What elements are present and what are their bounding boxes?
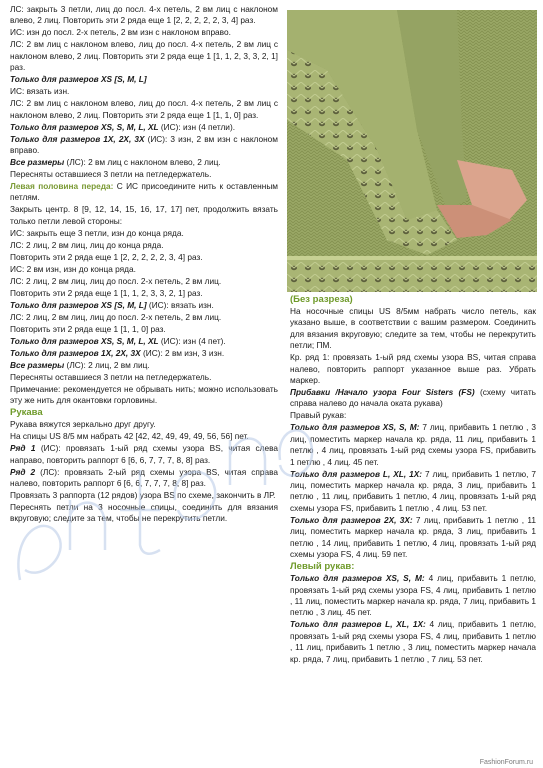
left_column-paragraph: Примечание: рекомендуется не обрывать нить; можно использовать эту же нить для окантовки горловины. bbox=[10, 383, 278, 406]
left_column-paragraph: Повторить эти 2 ряда еще 1 [2, 2, 2, 2, 2, 3, 4] раз. bbox=[10, 251, 203, 262]
paragraph-heading: Только для размеров XS, S, M, L, XL bbox=[10, 335, 159, 346]
paragraph-body: (схему читать справа налево до начала оката рукава) bbox=[290, 387, 536, 409]
paragraph-body: (ИС): изн (4 петли). bbox=[158, 121, 236, 132]
paragraph-heading: Только для размеров 2X, 3X: bbox=[290, 514, 413, 525]
left_column-paragraph bbox=[10, 157, 278, 168]
left_column-paragraph: ИС: изн до посл. 2-х петель, 2 вм изн с наклоном вправо. bbox=[10, 27, 231, 38]
paragraph-body: (ЛС): 2 лиц, 2 вм лиц. bbox=[64, 359, 150, 370]
left_column-paragraph: Закрыть центр. 8 [9, 12, 14, 15, 16, 17, 17] пет, продолжить вязать только петли левой стороны: bbox=[10, 204, 278, 226]
left_column-paragraph: ЛС: 2 лиц, 2 вм лиц, лиц до конца ряда. bbox=[10, 239, 164, 250]
right_column-paragraph bbox=[290, 515, 536, 561]
paragraph-body: (ИС): 3 изн, 2 вм изн с наклоном вправо. bbox=[10, 133, 278, 156]
paragraph-body: (ИС): изн (4 пет). bbox=[158, 335, 226, 346]
paragraph-body: (ИС): вязать изн. bbox=[146, 299, 214, 310]
left_column-paragraph: Повторить эти 2 ряда еще 1 [1, 1, 2, 3, 3, 2, 1] раз. bbox=[10, 287, 203, 298]
paragraph-heading: Только для размеров L, XL, 1X: bbox=[290, 619, 426, 630]
paragraph-heading: Только для размеров XS [S, M, L] bbox=[10, 299, 147, 310]
left_column-paragraph: ЛС: 2 лиц, 2 вм лиц, лиц до посл. 2-х петель, 2 вм лиц. bbox=[10, 275, 222, 286]
paragraph-heading: Только для размеров XS, S, M: bbox=[290, 422, 420, 433]
paragraph-heading: Только для размеров XS, S, M: bbox=[290, 573, 425, 584]
right_column-paragraph bbox=[290, 469, 536, 515]
left_column-paragraph: Пересняты оставшиеся 3 петли на петледержатель. bbox=[10, 371, 212, 382]
left_column-paragraph: ЛС: 2 вм лиц с наклоном влево, лиц до посл. 4-х петель, 2 вм лиц с наклоном влево, 2 лиц. Повторить эти 2 ряда еще 1 [1, 1, 0] раз. bbox=[10, 98, 278, 120]
section-heading: Рукава bbox=[10, 407, 43, 419]
right_column-paragraph bbox=[290, 422, 536, 468]
left_column-paragraph bbox=[10, 300, 278, 311]
paragraph-body: 7 лиц, прибавить 1 петлю , 11 лиц, поместить маркер начала кр. ряда, 3 лиц, прибавить 1 петлю , 14 лиц, прибавить 1 петлю, 4 лиц, провязать 1-ый ряд схемы узора FS, 4 лиц. 59 пет. bbox=[290, 514, 536, 560]
left-text-column bbox=[10, 4, 278, 525]
footer-site-credit: FashionForum.ru bbox=[479, 759, 533, 766]
paragraph-body: (ИС): 2 вм изн, 3 изн. bbox=[140, 347, 225, 358]
paragraph-body: 7 лиц, прибавить 1 петлю, 7 лиц, поместить маркер начала кр. ряда, 3 лиц, прибавить 1 петлю , 11 лиц, прибавить 1 петлю, 4 лиц, провязать 1-ый ряд схемы узора FS, прибавить 1 петлю , 4 лиц. 53 пет. bbox=[290, 468, 537, 513]
left_column-paragraph: ИС: вязать изн. bbox=[10, 86, 70, 97]
section-heading: Левая половина переда: bbox=[10, 181, 114, 192]
paragraph-body: (ЛС): 2 вм лиц с наклоном влево, 2 лиц. bbox=[64, 157, 221, 168]
paragraph-body: (ИС): провязать 1-ый ряд схемы узора BS, читая слева направо, повторить раппорт 6 [6, 6, 7, 7, 7, 8, 8] раз. bbox=[10, 443, 278, 465]
right_column-paragraph: Правый рукав: bbox=[290, 410, 347, 421]
left_column-paragraph bbox=[10, 443, 278, 466]
paragraph-heading: Ряд 2 bbox=[10, 466, 36, 477]
paragraph-heading: Прибавки /Начало узора Four Sisters (FS) bbox=[290, 387, 475, 398]
section-heading: Левый рукав: bbox=[290, 561, 355, 573]
paragraph-heading: Все размеры bbox=[10, 359, 65, 370]
right_column-paragraph: На носочные спицы US 8/5мм набрать число петель, как указано выше, в соответствии с вашим размером. Соединить для вязания вкруговую; следите за тем, чтобы не перекрутить петли; ПМ. bbox=[290, 306, 536, 351]
paragraph-body: С ИС присоедините нить к оставленным петлям. bbox=[10, 181, 278, 203]
sweater-sleeve-photo bbox=[287, 10, 537, 292]
right_column-paragraph bbox=[290, 573, 536, 619]
right_column-paragraph: Кр. ряд 1: провязать 1-ый ряд схемы узора BS, читая справа налево, повторить раппорт указанное выше раз. Убрать маркер. bbox=[290, 352, 536, 386]
right_column-paragraph bbox=[290, 387, 536, 410]
left_column-paragraph bbox=[10, 122, 278, 133]
paragraph-heading: Все размеры bbox=[10, 157, 65, 168]
paragraph-heading: Только для размеров 1X, 2X, 3X bbox=[10, 347, 141, 358]
left_column-paragraph bbox=[10, 360, 278, 371]
paragraph-heading: Только для размеров XS, S, M, L, XL bbox=[10, 121, 159, 132]
left_column-paragraph: Пересняты оставшиеся 3 петли на петледержатель. bbox=[10, 169, 212, 180]
paragraph-heading: Только для размеров 1X, 2X, 3X bbox=[10, 133, 145, 144]
left_column-paragraph: ЛС: закрыть 3 петли, лиц до посл. 4-х петель, 2 вм лиц с наклоном влево, 2 лиц. Повторить эти 2 ряда еще 1 [2, 2, 2, 2, 2, 3, 4] раз. bbox=[10, 4, 278, 26]
left_column-paragraph: ИС: 2 вм изн, изн до конца ряда. bbox=[10, 263, 136, 274]
section-heading: (Без разреза) bbox=[290, 294, 353, 305]
left_column-paragraph: На спицы US 8/5 мм набрать 42 [42, 42, 49, 49, 49, 56, 56] пет. bbox=[10, 431, 249, 442]
left_column-paragraph: Переснять петли на 3 носочные спицы, соединить для вязания вкруговую; следите за тем, чтобы не перекрутить петли. bbox=[10, 502, 278, 524]
right-text-column bbox=[290, 294, 536, 666]
left_column-paragraph: Только для размеров XS [S, M, L] bbox=[10, 74, 147, 85]
left_column-paragraph bbox=[10, 181, 278, 204]
paragraph-body: 4 лиц, прибавить 1 петлю, провязать 1-ый ряд схемы узора FS, 4 лиц, прибавить 1 петлю , 11 лиц, прибавить 1 петлю , 3 лиц, поместить маркер начала кр. ряда, 7 лиц, прибавить 1 петлю , 7 лиц. 53 пет. bbox=[290, 619, 536, 664]
left_column-paragraph: ИС: закрыть еще 3 петли, изн до конца ряда. bbox=[10, 227, 184, 238]
left_column-paragraph bbox=[10, 348, 278, 359]
paragraph-body: 4 лиц, прибавить 1 петлю, провязать 1-ый ряд схемы узора FS, 4 лиц, прибавить 1 петлю , 11 лиц, поместить маркер начала кр. ряда, 7 лиц, прибавить 1 петлю , 3 лиц. 45 пет. bbox=[290, 573, 536, 618]
left_column-paragraph bbox=[10, 336, 278, 347]
left_column-paragraph bbox=[10, 467, 278, 490]
paragraph-body: (ЛС): провязать 2-ый ряд схемы узора BS, читая справа налево, повторить раппорт 6 [6, 6, 7, 7, 7, 8, 8] раз. bbox=[10, 466, 278, 489]
left_column-paragraph: Рукава вяжутся зеркально друг другу. bbox=[10, 419, 156, 430]
right_column-paragraph bbox=[290, 619, 536, 665]
left_column-paragraph: Провязать 3 раппорта (12 рядов) узора BS по схеме, закончить в ЛР. bbox=[10, 490, 276, 501]
paragraph-heading: Ряд 1 bbox=[10, 443, 36, 454]
left_column-paragraph bbox=[10, 134, 278, 157]
paragraph-heading: Только для размеров L, XL, 1X: bbox=[290, 468, 423, 479]
paragraph-body: 7 лиц, прибавить 1 петлю , 3 лиц, поместить маркер начала кр. ряда, 11 лиц, прибавить 1 петлю , 4 лиц, провязать 1-ый ряд схемы узора FS, прибавить 1 петлю , 4 лиц. 45 пет. bbox=[290, 422, 536, 467]
left_column-paragraph: ЛС: 2 лиц, 2 вм лиц, лиц до посл. 2-х петель, 2 вм лиц. bbox=[10, 311, 222, 322]
left_column-paragraph: Повторить эти 2 ряда еще 1 [1, 1, 0] раз. bbox=[10, 323, 166, 334]
left_column-paragraph: ЛС: 2 вм лиц с наклоном влево, лиц до посл. 4-х петель, 2 вм лиц с наклоном влево, 2 лиц. Повторить эти 2 ряда еще 1 [1, 1, 2, 3, 3, 2, 1] раз. bbox=[10, 39, 278, 73]
